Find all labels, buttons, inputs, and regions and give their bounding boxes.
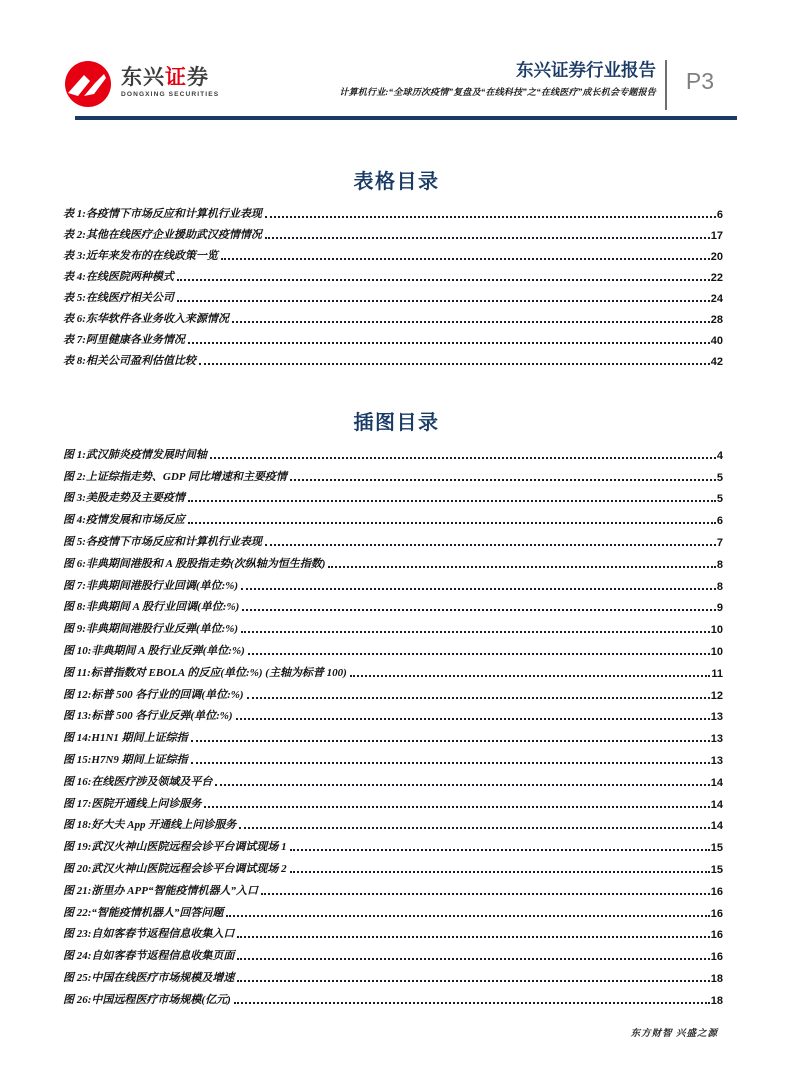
toc-entry-page: 28 bbox=[710, 314, 723, 326]
toc-leader-dots bbox=[290, 871, 710, 873]
table-toc-entry[interactable] bbox=[63, 327, 723, 348]
figure-toc-entry[interactable] bbox=[63, 855, 723, 877]
toc-entry-label: 图 22:“智能疫情机器人”回答问题 bbox=[63, 906, 224, 919]
figure-toc-entry[interactable] bbox=[63, 899, 723, 921]
toc-entry-label: 表 7:阿里健康各业务情况 bbox=[63, 334, 185, 346]
header-rule bbox=[75, 116, 737, 120]
toc-leader-dots bbox=[265, 216, 716, 218]
toc-entry-page: 13 bbox=[710, 733, 723, 746]
header-vertical-divider bbox=[665, 60, 668, 110]
figure-toc-entry[interactable] bbox=[63, 506, 723, 528]
toc-leader-dots bbox=[188, 342, 710, 344]
toc-entry-page: 15 bbox=[710, 842, 723, 855]
toc-entry-page: 20 bbox=[710, 251, 723, 263]
toc-leader-dots bbox=[237, 936, 709, 938]
toc-entry-label: 图 24:自如客春节返程信息收集页面 bbox=[63, 950, 235, 963]
toc-leader-dots bbox=[261, 893, 710, 895]
toc-leader-dots bbox=[242, 609, 716, 611]
toc-entry-label: 图 21:浙里办 APP“智能疫情机器人”入口 bbox=[63, 884, 258, 897]
toc-entry-page: 16 bbox=[710, 951, 723, 964]
toc-entry-page: 8 bbox=[716, 580, 723, 593]
toc-leader-dots bbox=[241, 631, 710, 633]
figure-toc-entry[interactable] bbox=[63, 921, 723, 943]
toc-entry-page: 12 bbox=[710, 689, 723, 702]
footer-slogan: 东方财智 兴盛之源 bbox=[630, 1029, 718, 1039]
toc-entry-page: 24 bbox=[710, 293, 723, 305]
toc-leader-dots bbox=[210, 457, 716, 459]
toc-leader-dots bbox=[290, 849, 710, 851]
toc-entry-page: 6 bbox=[716, 209, 723, 221]
figure-toc-entry[interactable] bbox=[63, 659, 723, 681]
table-toc-entry[interactable] bbox=[63, 306, 723, 327]
toc-leader-dots bbox=[328, 566, 715, 568]
toc-entry-page: 13 bbox=[710, 754, 723, 767]
toc-leader-dots bbox=[177, 300, 710, 302]
toc-entry-page: 17 bbox=[710, 230, 723, 242]
toc-leader-dots bbox=[350, 675, 711, 677]
toc-entry-page: 40 bbox=[710, 335, 723, 347]
toc-entry-page: 10 bbox=[710, 624, 723, 637]
toc-entry-label: 图 7:非典期间港股行业回调(单位:%) bbox=[63, 579, 239, 592]
toc-entry-page: 22 bbox=[710, 272, 723, 284]
toc-entry-label: 图 25:中国在线医疗市场规模及增速 bbox=[63, 971, 235, 984]
toc-entry-label: 图 1:武汉肺炎疫情发展时间轴 bbox=[63, 448, 207, 461]
toc-leader-dots bbox=[237, 958, 709, 960]
toc-entry-label: 图 16:在线医疗涉及领域及平台 bbox=[63, 775, 213, 788]
toc-entry-label: 图 12:标普 500 各行业的回调(单位:%) bbox=[63, 688, 244, 701]
table-toc-entry[interactable] bbox=[63, 285, 723, 306]
table-toc-entry[interactable] bbox=[63, 348, 723, 369]
toc-entry-label: 图 20:武汉火神山医院远程会诊平台调试现场 2 bbox=[63, 862, 287, 875]
figure-toc-entry[interactable] bbox=[63, 681, 723, 703]
figure-toc-entry[interactable] bbox=[63, 485, 723, 507]
toc-leader-dots bbox=[177, 279, 710, 281]
toc-entry-label: 图 17:医院开通线上问诊服务 bbox=[63, 797, 202, 810]
toc-entry-label: 图 10:非典期间 A 股行业反弹(单位:%) bbox=[63, 644, 245, 657]
toc-entry-page: 16 bbox=[710, 907, 723, 920]
toc-entry-page: 11 bbox=[711, 667, 723, 680]
toc-entry-label: 表 8:相关公司盈利估值比较 bbox=[63, 355, 196, 367]
figure-toc-entry[interactable] bbox=[63, 812, 723, 834]
toc-entry-page: 9 bbox=[716, 602, 723, 615]
tables-toc-list bbox=[63, 201, 723, 369]
figure-toc-entry[interactable] bbox=[63, 790, 723, 812]
toc-entry-page: 15 bbox=[710, 863, 723, 876]
brand-name-cn: 东兴证券 bbox=[121, 66, 209, 89]
figure-toc-entry[interactable] bbox=[63, 637, 723, 659]
toc-entry-page: 5 bbox=[716, 493, 723, 506]
toc-leader-dots bbox=[232, 321, 710, 323]
header-report-info bbox=[226, 60, 656, 98]
toc-entry-label: 表 4:在线医院两种模式 bbox=[63, 271, 174, 283]
toc-entry-label: 图 4:疫情发展和市场反应 bbox=[63, 514, 185, 527]
toc-leader-dots bbox=[290, 479, 716, 481]
table-toc-entry[interactable] bbox=[63, 222, 723, 243]
toc-leader-dots bbox=[226, 915, 709, 917]
toc-leader-dots bbox=[265, 544, 716, 546]
toc-entry-label: 图 26:中国远程医疗市场规模(亿元) bbox=[63, 993, 231, 1006]
toc-entry-page: 10 bbox=[710, 645, 723, 658]
toc-leader-dots bbox=[265, 237, 710, 239]
toc-entry-page: 16 bbox=[710, 885, 723, 898]
figure-toc-entry[interactable] bbox=[63, 441, 723, 463]
toc-entry-label: 图 19:武汉火神山医院远程会诊平台调试现场 1 bbox=[63, 841, 287, 854]
brand-logo-text bbox=[121, 60, 219, 98]
toc-leader-dots bbox=[248, 653, 710, 655]
toc-entry-page: 5 bbox=[716, 471, 723, 484]
toc-entry-page: 14 bbox=[710, 820, 723, 833]
page-number-label: P3 bbox=[685, 68, 715, 94]
tables-toc-title: 表格目录 bbox=[353, 171, 440, 193]
toc-entry-label: 图 5:各疫情下市场反应和计算机行业表现 bbox=[63, 535, 262, 548]
figure-toc-entry[interactable] bbox=[63, 833, 723, 855]
figure-toc-entry[interactable] bbox=[63, 964, 723, 986]
figure-toc-entry[interactable] bbox=[63, 986, 723, 1008]
toc-entry-page: 7 bbox=[716, 536, 723, 549]
toc-entry-label: 图 9:非典期间港股行业反弹(单位:%) bbox=[63, 623, 239, 636]
figure-toc-entry[interactable] bbox=[63, 703, 723, 725]
toc-entry-label: 表 1:各疫情下市场反应和计算机行业表现 bbox=[63, 208, 262, 220]
toc-leader-dots bbox=[236, 718, 710, 720]
toc-entry-page: 4 bbox=[716, 449, 723, 462]
toc-entry-page: 13 bbox=[710, 711, 723, 724]
toc-leader-dots bbox=[237, 980, 709, 982]
page-header bbox=[0, 0, 793, 116]
figure-toc-entry[interactable] bbox=[63, 942, 723, 964]
table-toc-entry[interactable] bbox=[63, 264, 723, 285]
toc-entry-label: 表 5:在线医疗相关公司 bbox=[63, 292, 174, 304]
toc-entry-label: 表 3:近年来发布的在线政策一览 bbox=[63, 250, 218, 262]
toc-entry-label: 图 14:H1N1 期间上证综指 bbox=[63, 732, 188, 745]
toc-leader-dots bbox=[215, 784, 709, 786]
toc-entry-label: 图 23:自如客春节返程信息收集入口 bbox=[63, 928, 235, 941]
figure-toc-entry[interactable] bbox=[63, 594, 723, 616]
toc-entry-label: 图 13:标普 500 各行业反弹(单位:%) bbox=[63, 710, 233, 723]
figure-toc-entry[interactable] bbox=[63, 615, 723, 637]
figure-toc-entry[interactable] bbox=[63, 463, 723, 485]
figure-toc-entry[interactable] bbox=[63, 572, 723, 594]
toc-entry-page: 6 bbox=[716, 515, 723, 528]
toc-entry-page: 18 bbox=[710, 972, 723, 985]
toc-entry-page: 14 bbox=[710, 776, 723, 789]
figure-toc-entry[interactable] bbox=[63, 746, 723, 768]
toc-leader-dots bbox=[188, 522, 716, 524]
toc-leader-dots bbox=[188, 500, 716, 502]
toc-leader-dots bbox=[191, 740, 710, 742]
toc-entry-label: 图 15:H7N9 期间上证综指 bbox=[63, 753, 188, 766]
toc-leader-dots bbox=[191, 762, 710, 764]
toc-entry-label: 图 3:美股走势及主要疫情 bbox=[63, 492, 185, 505]
toc-entry-label: 图 6:非典期间港股和 A 股股指走势(次纵轴为恒生指数) bbox=[63, 557, 326, 570]
figures-toc-title: 插图目录 bbox=[353, 412, 440, 434]
toc-entry-label: 图 18:好大夫 App 开通线上问诊服务 bbox=[63, 819, 237, 832]
toc-entry-label: 表 2:其他在线医疗企业援助武汉疫情情况 bbox=[63, 229, 262, 241]
toc-entry-page: 42 bbox=[710, 356, 723, 368]
figure-toc-entry[interactable] bbox=[63, 724, 723, 746]
toc-leader-dots bbox=[199, 363, 710, 365]
toc-leader-dots bbox=[204, 806, 709, 808]
toc-entry-page: 16 bbox=[710, 929, 723, 942]
toc-entry-label: 图 11:标普指数对 EBOLA 的反应(单位:%) (主轴为标普 100) bbox=[63, 666, 347, 679]
toc-entry-page: 8 bbox=[716, 558, 723, 571]
toc-leader-dots bbox=[241, 588, 716, 590]
toc-entry-label: 表 6:东华软件各业务收入来源情况 bbox=[63, 313, 229, 325]
report-type-title: 东兴证券行业报告 bbox=[516, 60, 656, 80]
report-subtitle: 计算机行业:“全球历次疫情”复盘及“在线科技”之“在线医疗”成长机会专题报告 bbox=[339, 86, 656, 97]
toc-entry-label: 图 2:上证综指走势、GDP 同比增速和主要疫情 bbox=[63, 470, 287, 483]
figures-toc-list bbox=[63, 441, 723, 1008]
table-toc-entry[interactable] bbox=[63, 201, 723, 222]
dongxing-logo-icon bbox=[64, 60, 112, 108]
toc-entry-label: 图 8:非典期间 A 股行业回调(单位:%) bbox=[63, 601, 240, 614]
toc-entry-page: 18 bbox=[710, 994, 723, 1007]
toc-leader-dots bbox=[234, 1002, 710, 1004]
toc-leader-dots bbox=[247, 697, 710, 699]
toc-leader-dots bbox=[239, 827, 710, 829]
brand-logo bbox=[64, 60, 219, 108]
toc-leader-dots bbox=[221, 258, 710, 260]
figure-toc-entry[interactable] bbox=[63, 550, 723, 572]
table-toc-entry[interactable] bbox=[63, 243, 723, 264]
figure-toc-entry[interactable] bbox=[63, 877, 723, 899]
brand-name-en: DONGXING SECURITIES bbox=[121, 91, 220, 99]
toc-entry-page: 14 bbox=[710, 798, 723, 811]
figure-toc-entry[interactable] bbox=[63, 528, 723, 550]
figure-toc-entry[interactable] bbox=[63, 768, 723, 790]
